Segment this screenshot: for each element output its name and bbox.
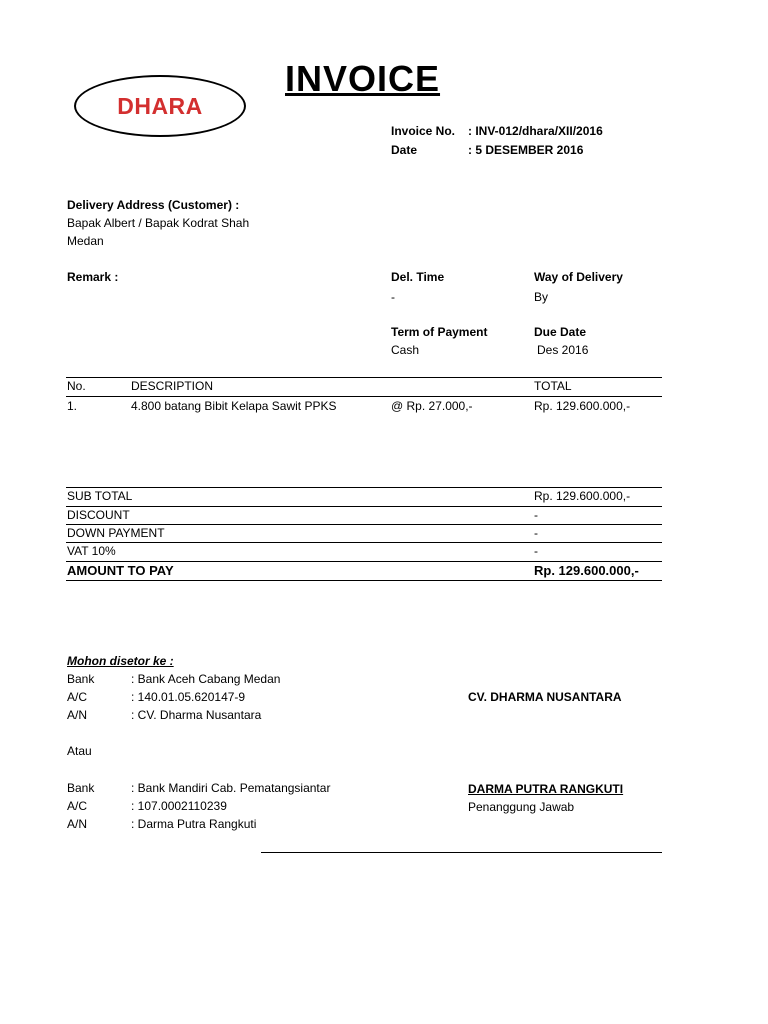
logo-text: DHARA <box>117 92 203 119</box>
bank2-label: Bank <box>67 781 95 795</box>
bank1-value: : Bank Aceh Cabang Medan <box>131 672 281 686</box>
row-no: 1. <box>67 399 78 413</box>
row-total: Rp. 129.600.000,- <box>534 399 631 413</box>
table-header-rule <box>66 396 662 397</box>
row-price: @ Rp. 27.000,- <box>391 399 473 413</box>
page-title: INVOICE <box>285 58 441 99</box>
or-label: Atau <box>67 744 92 758</box>
ac2-value: : 107.0002110239 <box>131 799 227 813</box>
summary-rule-4 <box>66 561 662 562</box>
del-time-label: Del. Time <box>391 270 445 284</box>
bank2-value: : Bank Mandiri Cab. Pematangsiantar <box>131 781 331 795</box>
an1-value: : CV. Dharma Nusantara <box>131 708 262 722</box>
invoice-number-value: : INV-012/dhara/XII/2016 <box>468 124 603 138</box>
delivery-address-line1: Bapak Albert / Bapak Kodrat Shah <box>67 216 250 230</box>
down-payment-label: DOWN PAYMENT <box>67 526 165 540</box>
col-header-total: TOTAL <box>534 379 572 393</box>
delivery-address-label: Delivery Address (Customer) : <box>67 198 240 212</box>
an1-label: A/N <box>67 708 88 722</box>
way-of-delivery-value: By <box>534 290 549 304</box>
term-of-payment-value: Cash <box>391 343 420 357</box>
del-time-value: - <box>391 290 395 304</box>
subtotal-value: Rp. 129.600.000,- <box>534 489 631 503</box>
table-top-rule <box>66 377 662 378</box>
summary-bottom-rule <box>66 580 662 581</box>
payment-heading: Mohon disetor ke : <box>67 654 174 668</box>
invoice-number-label: Invoice No. <box>391 124 456 138</box>
summary-top-rule <box>66 487 662 488</box>
signature-company: CV. DHARMA NUSANTARA <box>468 690 622 704</box>
due-date-label: Due Date <box>534 325 587 339</box>
bank1-label: Bank <box>67 672 95 686</box>
down-payment-value: - <box>534 526 538 540</box>
discount-value: - <box>534 508 538 522</box>
due-date-value: Des 2016 <box>537 343 589 357</box>
summary-rule-1 <box>66 506 662 507</box>
row-description: 4.800 batang Bibit Kelapa Sawit PPKS <box>131 399 337 413</box>
summary-rule-2 <box>66 524 662 525</box>
term-of-payment-label: Term of Payment <box>391 325 488 339</box>
ac1-label: A/C <box>67 690 88 704</box>
vat-value: - <box>534 544 538 558</box>
remark-label: Remark : <box>67 270 119 284</box>
amount-to-pay-label: AMOUNT TO PAY <box>67 563 174 578</box>
signature-role: Penanggung Jawab <box>468 800 575 814</box>
delivery-address-line2: Medan <box>67 234 104 248</box>
an2-label: A/N <box>67 817 88 831</box>
discount-label: DISCOUNT <box>67 508 130 522</box>
ac1-value: : 140.01.05.620147-9 <box>131 690 246 704</box>
way-of-delivery-label: Way of Delivery <box>534 270 623 284</box>
amount-to-pay-value: Rp. 129.600.000,- <box>534 563 639 578</box>
invoice-date-label: Date <box>391 143 418 157</box>
summary-rule-3 <box>66 542 662 543</box>
col-header-no: No. <box>67 379 86 393</box>
ac2-label: A/C <box>67 799 88 813</box>
footer-rule <box>261 852 662 853</box>
vat-label: VAT 10% <box>67 544 116 558</box>
signature-name: DARMA PUTRA RANGKUTI <box>468 782 624 796</box>
company-logo <box>74 75 246 137</box>
subtotal-label: SUB TOTAL <box>67 489 133 503</box>
invoice-date-value: : 5 DESEMBER 2016 <box>468 143 584 157</box>
col-header-description: DESCRIPTION <box>131 379 214 393</box>
an2-value: : Darma Putra Rangkuti <box>131 817 257 831</box>
